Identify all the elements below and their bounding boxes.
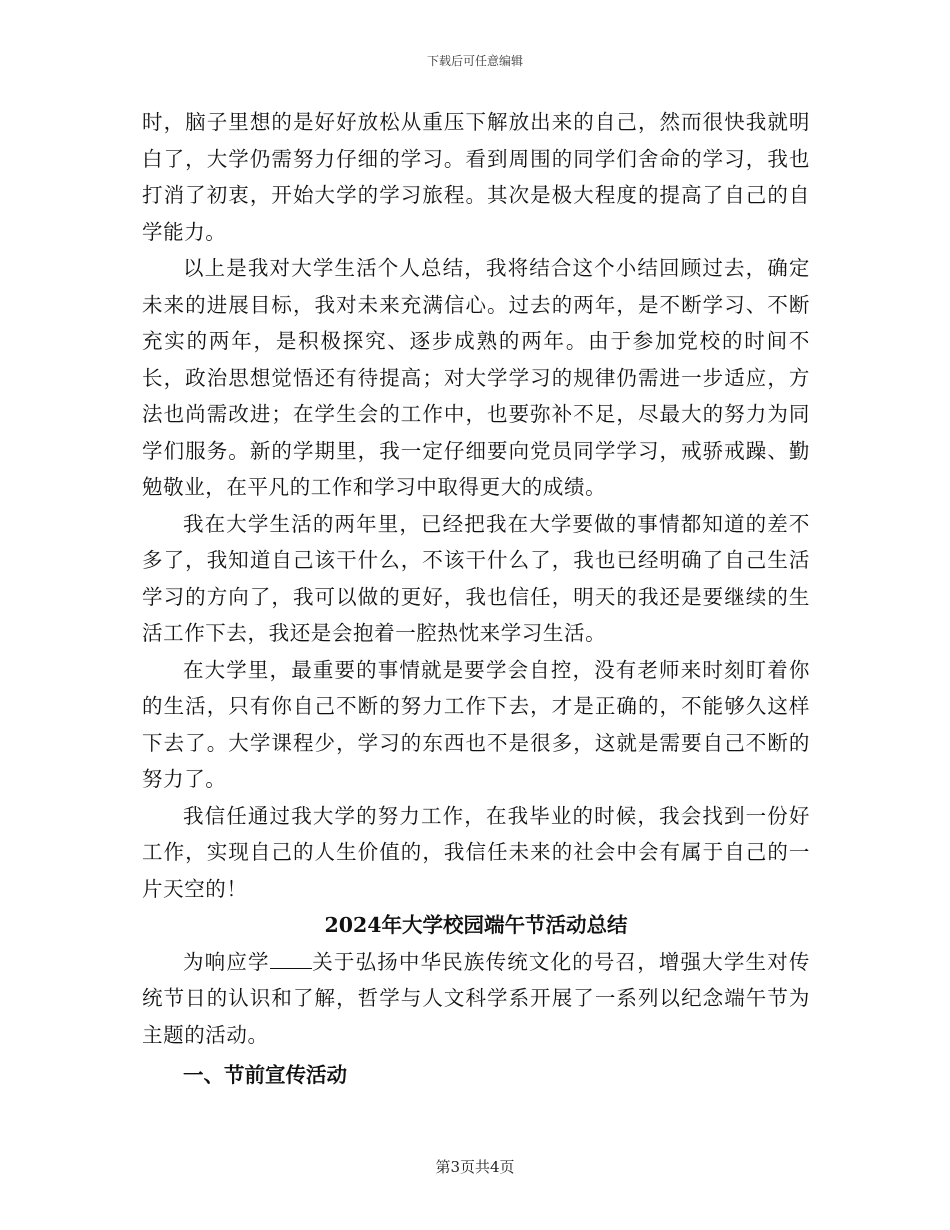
paragraph-4: 在大学里，最重要的事情就是要学会自控，没有老师来时刻盯着你的生活，只有你自己不断的努力工作下去，才是正确的，不能够久这样下去了。大学课程少，学习的东西也不是很多，这就是需要自己不断的努力了。: [142, 657, 810, 791]
paragraph-1: 时，脑子里想的是好好放松从重压下解放出来的自己，然而很快我就明白了，大学仍需努力仔细的学习。看到周围的同学们舍命的学习，我也打消了初衷，开始大学的学习旅程。其次是极大程度的提高了自己的自学能力。: [142, 110, 810, 244]
section-title: 2024年大学校园端午节活动总结: [324, 913, 628, 937]
blank-underline: [270, 950, 312, 969]
paragraph-6: [142, 944, 810, 1054]
paragraph-5: 我信任通过我大学的努力工作，在我毕业的时候，我会找到一份好工作，实现自己的人生价值的，我信任未来的社会中会有属于自己的一片天空的！: [142, 803, 810, 901]
paragraph-6-start: 为响应学: [183, 949, 270, 974]
paragraph-2: 以上是我对大学生活个人总结，我将结合这个小结回顾过去，确定未来的进展目标，我对未来充满信心。过去的两年，是不断学习、不断充实的两年，是积极探究、逐步成熟的两年。由于参加党校的时间不长，政治思想觉悟还有待提高；对大学学习的规律仍需进一步适应，方法也尚需改进；在学生会的工作中，也要弥补不足，尽最大的努力为同学们服务。新的学期里，我一定仔细要向党员同学学习，戒骄戒躁、勤勉敬业，在平凡的工作和学习中取得更大的成绩。: [142, 256, 810, 499]
page-header: 下载后可任意编辑: [426, 54, 523, 68]
subheading-1: 一、节前宣传活动: [183, 1063, 347, 1087]
document-body: [142, 104, 810, 1094]
paragraph-6-rest: 关于弘扬中华民族传统文化的号召，增强大学生对传统节日的认识和了解，哲学与人文科学系开展了一系列以纪念端午节为主题的活动。: [142, 949, 810, 1047]
page-footer: 第3页共4页: [435, 1158, 515, 1176]
paragraph-3: 我在大学生活的两年里，已经把我在大学要做的事情都知道的差不多了，我知道自己该干什么，不该干什么了，我也已经明确了自己生活学习的方向了，我可以做的更好，我也信任，明天的我还是要继续的生活工作下去，我还是会抱着一腔热忱来学习生活。: [142, 511, 810, 645]
